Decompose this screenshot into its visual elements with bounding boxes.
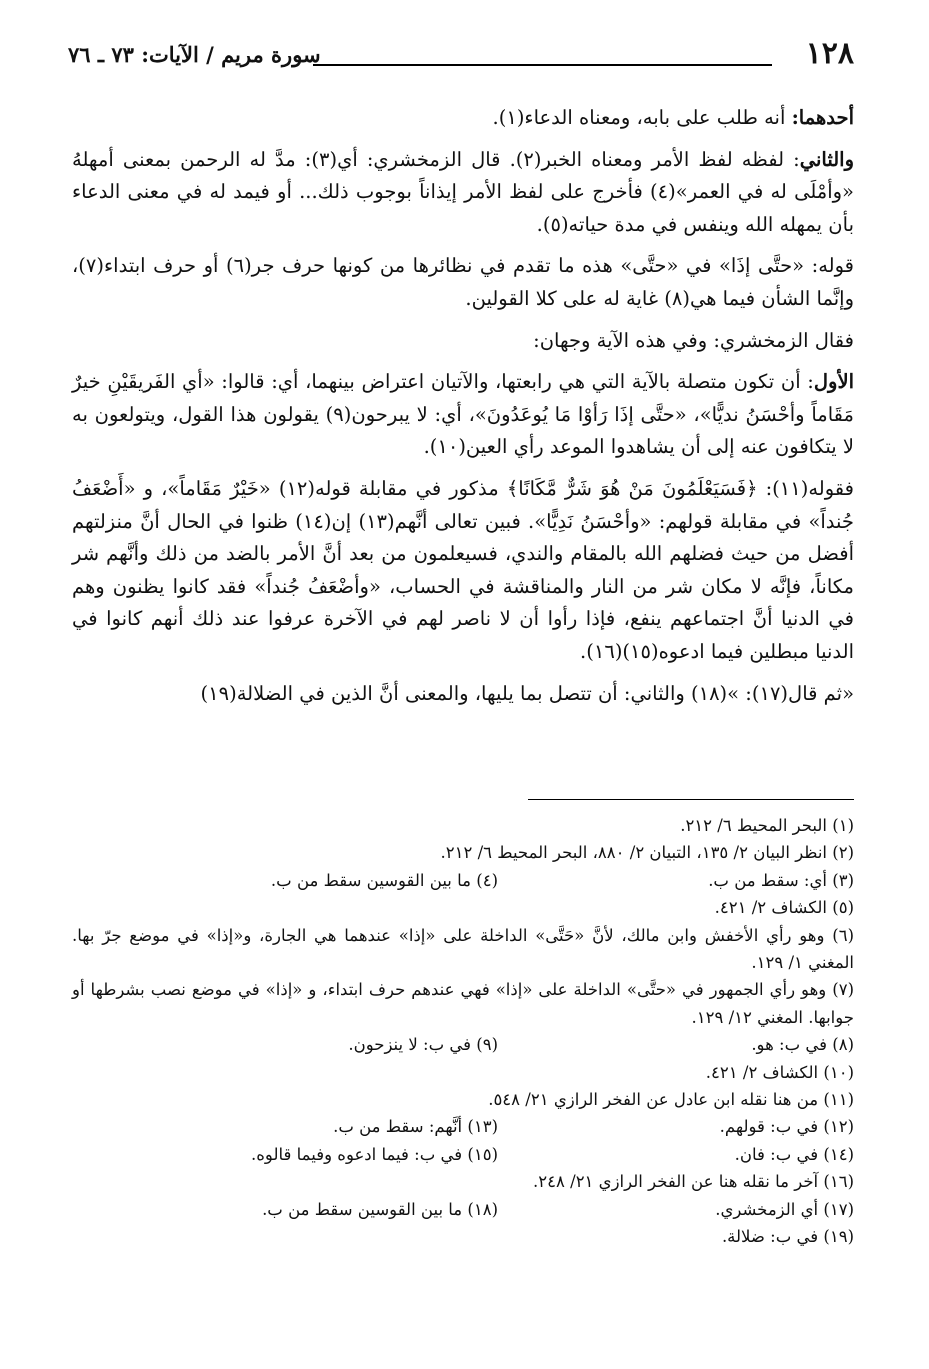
footnote: (١١) من هنا نقله ابن عادل عن الفخر الرازي ٢١/ ٥٤٨. [488, 1090, 854, 1110]
footnote: (١٠) الكشاف ٢/ ٤٢١. [705, 1062, 854, 1082]
footnote: (١٨) ما بين القوسين سقط من ب. [262, 1199, 498, 1219]
page-number: ١٢٨ [805, 36, 854, 71]
paragraph [72, 102, 854, 135]
footnote: (١٥) في ب: فيما ادعوه وفيما قالوه. [251, 1144, 498, 1164]
footnote: (١٦) آخر ما نقله هنا عن الفخر الرازي ٢١/ ٢٤٨. [533, 1172, 854, 1192]
footnote: (٩) في ب: لا ينزحون. [348, 1035, 498, 1055]
footnote-pair [72, 1196, 854, 1223]
main-text [72, 102, 854, 710]
footnote: (١٣) أنَّهم: سقط من ب. [333, 1117, 498, 1137]
footnote: (١٤) في ب: فان. [734, 1144, 854, 1164]
paragraph [72, 144, 854, 242]
footnote: (١) البحر المحيط ٦/ ٢١٢. [680, 816, 854, 835]
footnote: (١٧) أي الزمخشري. [715, 1199, 854, 1219]
footnote: (١٩) في ب: ضلالة. [721, 1227, 854, 1247]
paragraph-text: أنه طلب على بابه، ومعناه الدعاء(١). [492, 106, 792, 129]
footnote-pair [72, 1141, 854, 1168]
footnote: (٤) ما بين القوسين سقط من ب. [270, 870, 498, 890]
paragraph [72, 473, 854, 669]
footnote-pair [72, 867, 854, 894]
footnote-pair [72, 1113, 854, 1140]
paragraph-lead: والثاني [799, 147, 854, 171]
footnote: (٣) أي: سقط من ب. [708, 870, 854, 890]
footnotes [72, 812, 854, 1250]
surah-title: سورة مريم / الآيات: ٧٣ ـ ٧٦ [68, 42, 321, 67]
paragraph [72, 678, 854, 711]
footnote: (١٢) في ب: قولهم. [719, 1117, 854, 1137]
footnote: (٥) الكشاف ٢/ ٤٢١. [714, 898, 854, 918]
paragraph-text: فقال الزمخشري: وفي هذه الآية وجهان: [533, 328, 854, 352]
paragraph-text: فقوله(١١): ﴿فَسَيَعْلَمُونَ مَنْ هُوَ شَرٌّ مَّكَانًا﴾ مذكور في مقابلة قوله(١٢) «خَيْرٌ مَقَاماً»، و «أَضْعَفُ جُنداً» في مقابلة قولهم: «وأحْسَنُ نَدِيًّا». فبين تعالى أنَّهم(١٣) إن(١٤) ظنوا في الحال أنَّ منزلتهم أفضل من حيث فضلهم الله بالمقام والندي، فسيعلمون من بعد أنَّ الأمر بالضد من ذلك وأنَّهم شر مكاناً، فإنَّه لا مكان شر من النار والمناقشة في الحساب، «وأضْعَفُ جُنداً» فقد كانوا يظنون وهم في الدنيا أنَّ اجتماعهم ينفع، فإذا رأوا أن لا ناصر لهم في الآخرة عرفوا عند ذلك أنهم كانوا في الدنيا مبطلين فيما ادعوه(١٥)(١٦). [72, 476, 854, 663]
footnote-separator [528, 799, 854, 800]
paragraph [72, 366, 854, 464]
paragraph-lead: أحدهما: [791, 106, 854, 129]
paragraph-text: قوله: «حتَّى إذَا» في «حتَّى» هذه ما تقدم في نظائرها من كونها حرف جر(٦) أو حرف ابتداء(٧)، وإنَّما الشأن فيما هي(٨) غاية له على كلا القولين. [72, 254, 854, 310]
header-rule [313, 64, 772, 66]
paragraph [72, 325, 854, 358]
footnote: (٦) وهو رأي الأخفش وابن مالك، لأنَّ «حَتَّى» الداخلة على «إذا» عندهما هي الجارة، و«إذا» في موضع جرّ بها. المغني ١/ ١٢٩. [72, 925, 854, 973]
footnote: (٢) انظر البيان ٢/ ١٣٥، التبيان ٢/ ٨٨٠، البحر المحيط ٦/ ٢١٢. [440, 843, 854, 863]
page-header [68, 34, 854, 74]
footnote: (٧) وهو رأي الجمهور في «حتَّى» الداخلة على «إذا» فهي عندهم حرف ابتداء، و «إذا» في موضع نصب بشرطها أو جوابها. المغني ١٢/ ١٢٩. [72, 980, 854, 1027]
paragraph-text: : لفظه لفظ الأمر ومعناه الخبر(٢). قال الزمخشري: أي(٣): مدَّ له الرحمن بمعنى أمهلهُ «وأمْلَى له في العمر»(٤) فأخرج على لفظ الأمر إيذاناً بوجوب ذلك... أو فيمد له في معنى الدعاء بأن يمهله الله وينفس في مدة حياته(٥). [72, 147, 854, 236]
paragraph [72, 250, 854, 315]
footnote: (٨) في ب: هو. [751, 1035, 854, 1055]
paragraph-text: : أن تكون متصلة بالآية التي هي رابعتها، والآتيان اعتراض بينهما، أي: قالوا: «أي الفَريقَيْنِ خيرٌ مَقَاماً وأحْسَنُ نديًّا»، «حتَّى إذَا رَأوْا مَا يُوعَدُونَ»، أي: لا يبرحون(٩) يقولون هذا القول، ويتولعون به لا يتكافون عنه إلى أن يشاهدوا الموعد رأي العين(١٠). [72, 370, 854, 459]
footnote-pair [72, 1031, 854, 1058]
paragraph-text: «ثم قال(١٧): »(١٨) والثاني: أن تتصل بما يليها، والمعنى أنَّ الذين في الضلالة(١٩) [200, 681, 854, 705]
paragraph-lead: الأول [813, 370, 854, 394]
